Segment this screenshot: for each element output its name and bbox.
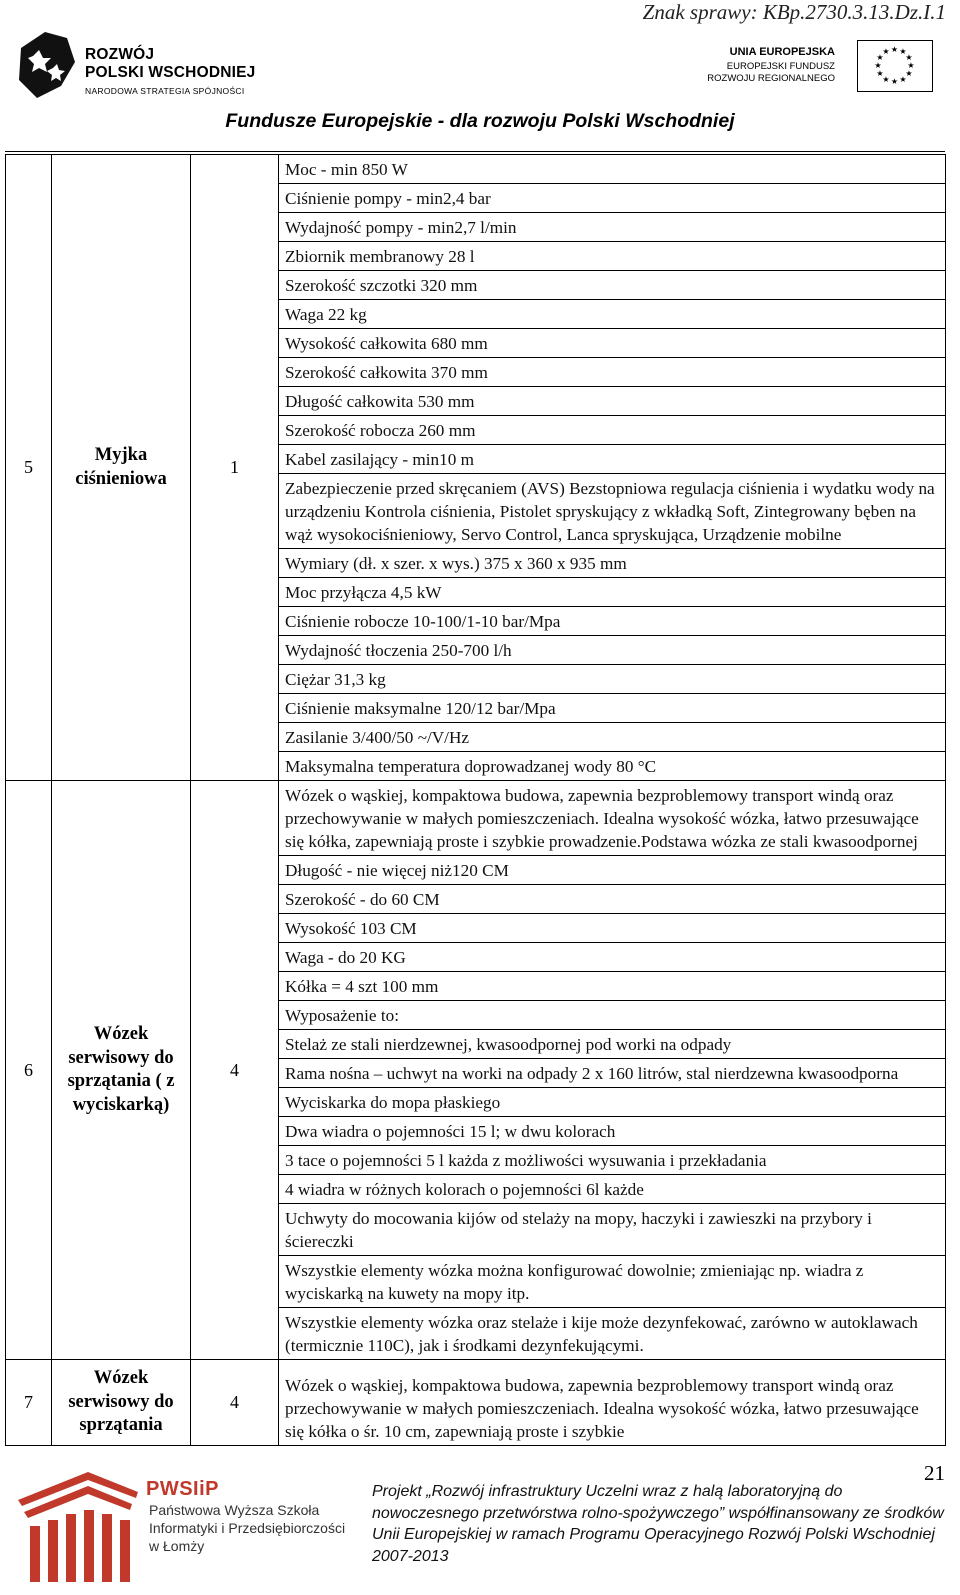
spec-line: Dwa wiadra o pojemności 15 l; w dwu kolorach (279, 1117, 945, 1146)
pwsiip-logo (18, 1464, 363, 1588)
spec-line: Wydajność pompy - min2,7 l/min (279, 213, 945, 242)
spec-line: Moc - min 850 W (279, 155, 945, 184)
item-specification (279, 781, 946, 1360)
eu-logo (700, 40, 945, 100)
table-row (6, 1360, 946, 1446)
item-number: 7 (6, 1360, 52, 1446)
spec-line: Wózek o wąskiej, kompaktowa budowa, zapewnia bezproblemowy transport windą oraz przechowywanie w małych pomieszczeniach. Idealna wysokość wózka, łatwo przesuwające się kółka o śr. 10 cm, zapewniają proste i szybkie (285, 1376, 919, 1441)
eu-flag-icon (857, 40, 933, 92)
svg-text:★: ★ (905, 53, 913, 62)
rozwoj-polski-wschodniej-logo (15, 28, 295, 104)
spec-line: Uchwyty do mocowania kijów od stelaży na mopy, haczyki i zawieszki na przybory i ściereczki (279, 1204, 945, 1256)
header-divider (5, 151, 945, 152)
svg-text:★: ★ (874, 61, 882, 70)
pwsiip-line-2: Informatyki i Przedsiębiorczości (149, 1520, 346, 1536)
spec-line: Maksymalna temperatura doprowadzanej wody 80 °C (285, 757, 657, 776)
svg-text:★: ★ (899, 75, 907, 84)
spec-line: Waga - do 20 KG (279, 943, 945, 972)
spec-line: Ciśnienie maksymalne 120/12 bar/Mpa (279, 694, 945, 723)
item-number: 6 (6, 781, 52, 1360)
spec-line: Wszystkie elementy wózka oraz stelaże i kije może dezynfekować, zarówno w autoklawach (termicznie 110C), jak i środkami dezynfekującymi. (285, 1313, 918, 1355)
page-number: 21 (924, 1461, 945, 1485)
logo-line-2: POLSKI WSCHODNIEJ (85, 64, 256, 81)
spec-line: Wydajność tłoczenia 250-700 l/h (279, 636, 945, 665)
eu-logo-line-1: UNIA EUROPEJSKA (729, 46, 835, 58)
table-row (6, 155, 946, 781)
spec-line: Rama nośna – uchwyt na worki na odpady 2 x 160 litrów, stal nierdzewna kwasoodporna (279, 1059, 945, 1088)
spec-line: Ciężar 31,3 kg (279, 665, 945, 694)
spec-line: Szerokość robocza 260 mm (279, 416, 945, 445)
logo-line-1: ROZWÓJ (85, 46, 155, 63)
spec-line: Moc przyłącza 4,5 kW (279, 578, 945, 607)
item-quantity: 4 (191, 781, 279, 1360)
svg-text:★: ★ (882, 75, 890, 84)
item-specification (279, 155, 946, 781)
svg-text:★: ★ (905, 69, 913, 78)
fund-title: Fundusze Europejskie - dla rozwoju Polski Wschodniej (225, 110, 735, 132)
svg-text:★: ★ (907, 61, 915, 70)
pwsiip-line-3: w Łomży (149, 1538, 205, 1554)
university-building-icon (18, 1464, 142, 1588)
spec-line: Zabezpieczenie przed skręcaniem (AVS) Bezstopniowa regulacja ciśnienia i wydatku wody na urządzeniu Kontrola ciśnienia, Pistolet spryskujący z wkładką Soft, Zintegrowany bęben na wąż wysokociśnieniowy, Servo Control, Lanca spryskująca, Urządzenie mobilne (279, 474, 945, 549)
spec-line: Długość - nie więcej niż120 CM (279, 856, 945, 885)
spec-line: Wyciskarka do mopa płaskiego (279, 1088, 945, 1117)
spec-line: Wysokość 103 CM (279, 914, 945, 943)
specification-table (5, 154, 946, 1446)
spec-line: Długość całkowita 530 mm (279, 387, 945, 416)
item-quantity: 1 (191, 155, 279, 781)
pwsiip-name: PWSIiP (146, 1478, 220, 1500)
spec-line: Stelaż ze stali nierdzewnej, kwasoodpornej pod worki na odpady (279, 1030, 945, 1059)
spec-line: Wózek o wąskiej, kompaktowa budowa, zapewnia bezproblemowy transport windą oraz przechowywanie w małych pomieszczeniach. Idealna wysokość wózka, łatwo przesuwające się kółka, zapewniają proste i szybkie prowadzenie.Podstawa wózka ze stali kwasoodpornej (279, 781, 945, 856)
spec-line: 4 wiadra w różnych kolorach o pojemności 6l każde (279, 1175, 945, 1204)
item-number: 5 (6, 155, 52, 781)
logo-line-3: NARODOWA STRATEGIA SPÓJNOŚCI (85, 86, 245, 96)
spec-line: Szerokość całkowita 370 mm (279, 358, 945, 387)
svg-text:★: ★ (890, 77, 899, 86)
case-number: Znak sprawy: KBp.2730.3.13.Dz.I.1 (642, 0, 946, 24)
spec-line: Szerokość szczotki 320 mm (279, 271, 945, 300)
item-name: Wózek serwisowy do sprzątania ( z wyciskarką) (52, 781, 191, 1360)
spec-line: Wszystkie elementy wózka można konfigurować dowolnie; zmieniając np. wiadra z wyciskarką na kuwety na mopy itp. (279, 1256, 945, 1308)
spec-line: 3 tace o pojemności 5 l każda z możliwości wysuwania i przekładania (279, 1146, 945, 1175)
spec-line: Wysokość całkowita 680 mm (279, 329, 945, 358)
svg-text:★: ★ (876, 69, 884, 78)
eu-logo-line-3: ROZWOJU REGIONALNEGO (707, 73, 835, 84)
spec-line: Wyposażenie to: (279, 1001, 945, 1030)
svg-text:★: ★ (890, 45, 899, 54)
item-name: Wózek serwisowy do sprzątania (52, 1360, 191, 1446)
svg-text:★: ★ (882, 47, 890, 56)
svg-text:★: ★ (899, 47, 907, 56)
item-quantity: 4 (191, 1360, 279, 1446)
spec-line: Ciśnienie robocze 10-100/1-10 bar/Mpa (279, 607, 945, 636)
eu-logo-line-2: EUROPEJSKI FUNDUSZ (726, 61, 835, 72)
item-name: Myjka ciśnieniowa (52, 155, 191, 781)
spec-line: Waga 22 kg (279, 300, 945, 329)
spec-line: Kabel zasilający - min10 m (279, 445, 945, 474)
spec-line: Szerokość - do 60 CM (279, 885, 945, 914)
svg-text:★: ★ (876, 53, 884, 62)
spec-line: Kółka = 4 szt 100 mm (279, 972, 945, 1001)
pwsiip-line-1: Państwowa Wyższa Szkoła (149, 1502, 320, 1518)
project-footer-text: Projekt „Rozwój infrastruktury Uczelni wraz z halą laboratoryjną do nowoczesnego przetwórstwa rolno-spożywczego” współfinansowany ze środków Unii Europejskiej w ramach Programu Operacyjnego Rozwój Polski Wschodniej 2007-2013 (372, 1483, 944, 1565)
spec-line: Wymiary (dł. x szer. x wys.) 375 x 360 x 935 mm (279, 549, 945, 578)
spec-line: Zasilanie 3/400/50 ~/V/Hz (279, 723, 945, 752)
spec-line: Ciśnienie pompy - min2,4 bar (279, 184, 945, 213)
table-row (6, 781, 946, 1360)
item-specification (279, 1360, 946, 1446)
spec-line: Zbiornik membranowy 28 l (279, 242, 945, 271)
star-emblem-icon (15, 28, 79, 104)
